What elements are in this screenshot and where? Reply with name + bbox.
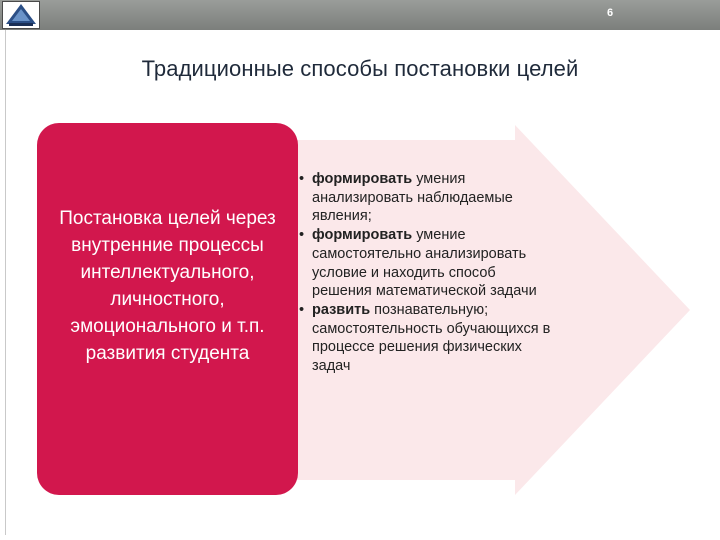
bullet-icon: • (299, 171, 305, 187)
page-number: 6 (606, 7, 614, 19)
list-item (297, 301, 557, 376)
bullet-text: умения анализировать наблюдаемые явления; (312, 171, 513, 225)
bullet-text: познавательную; самостоятельность обучающихся в процессе решения физических задач (312, 301, 551, 375)
bullet-verb: формировать (312, 227, 413, 244)
bullet-verb: формировать (312, 171, 413, 187)
bullet-icon: • (299, 301, 305, 318)
bullet-icon: • (299, 227, 305, 244)
left-box-text: Постановка целей через внутренние процессы интеллектуального, личностного, эмоционального и т.п. развития студента (59, 208, 276, 364)
list-item (297, 226, 557, 301)
list-item (297, 170, 557, 226)
bullet-verb: развить (312, 301, 371, 318)
slide-title: Традиционные способы постановки целей (141, 56, 579, 81)
goals-list (297, 170, 557, 376)
bullet-text: умение самостоятельно анализировать условие и находить способ решения математической задачи (312, 227, 537, 300)
